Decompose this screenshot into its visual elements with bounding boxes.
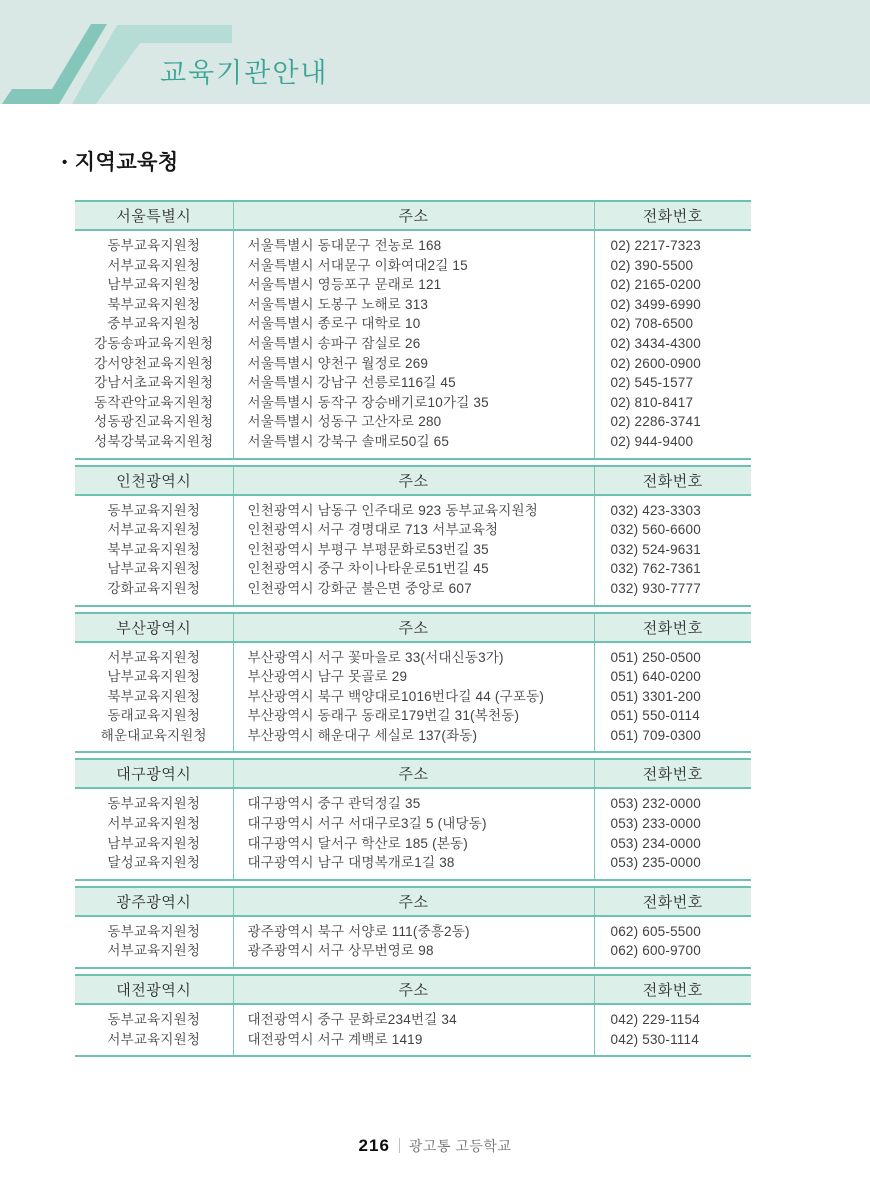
address-cell: 대구광역시 서구 서대구로3길 5 (내당동) bbox=[233, 814, 594, 834]
table-row bbox=[75, 295, 751, 315]
office-cell: 강서양천교육지원청 bbox=[94, 355, 214, 371]
address-cell: 대구광역시 달서구 학산로 185 (본동) bbox=[233, 834, 594, 854]
region-header-cell: 대전광역시 bbox=[75, 975, 233, 1004]
address-cell: 서울특별시 도봉구 노해로 313 bbox=[233, 295, 594, 315]
phone-header-cell: 전화번호 bbox=[594, 613, 751, 642]
phone-header-cell: 전화번호 bbox=[594, 759, 751, 788]
office-cell: 달성교육지원청 bbox=[107, 855, 201, 871]
table-row bbox=[75, 834, 751, 854]
office-cell: 동부교육지원청 bbox=[107, 502, 201, 518]
phone-header-cell: 전화번호 bbox=[594, 887, 751, 916]
address-cell: 대전광역시 중구 문화로234번길 34 bbox=[233, 1004, 594, 1030]
address-cell: 서울특별시 서대문구 이화여대2길 15 bbox=[233, 256, 594, 276]
phone-cell: 051) 550-0114 bbox=[594, 706, 751, 726]
address-header-cell: 주소 bbox=[233, 201, 594, 230]
table-row bbox=[75, 579, 751, 606]
address-header-cell: 주소 bbox=[233, 613, 594, 642]
office-cell: 북부교육지원청 bbox=[107, 541, 201, 557]
table-row bbox=[75, 559, 751, 579]
phone-cell: 02) 3499-6990 bbox=[594, 295, 751, 315]
office-cell: 성북강북교육지원청 bbox=[94, 433, 214, 449]
region-table bbox=[75, 465, 751, 607]
table-row bbox=[75, 916, 751, 942]
table-row bbox=[75, 230, 751, 256]
table-row bbox=[75, 1004, 751, 1030]
office-cell: 동부교육지원청 bbox=[107, 923, 201, 939]
address-cell: 부산광역시 서구 꽃마을로 33(서대신동3가) bbox=[233, 642, 594, 668]
table-row bbox=[75, 814, 751, 834]
page-number: 216 bbox=[358, 1136, 390, 1155]
phone-cell: 053) 235-0000 bbox=[594, 853, 751, 880]
address-header-cell: 주소 bbox=[233, 759, 594, 788]
address-cell: 대구광역시 남구 대명복개로1길 38 bbox=[233, 853, 594, 880]
office-cell: 동부교육지원청 bbox=[107, 1012, 201, 1028]
office-cell: 해운대교육지원청 bbox=[100, 727, 207, 743]
region-table bbox=[75, 612, 751, 754]
phone-header-cell: 전화번호 bbox=[594, 201, 751, 230]
office-cell: 서부교육지원청 bbox=[107, 816, 201, 832]
bullet-icon: • bbox=[62, 154, 68, 171]
office-cell: 북부교육지원청 bbox=[107, 688, 201, 704]
phone-cell: 042) 530-1114 bbox=[594, 1030, 751, 1057]
office-cell: 남부교육지원청 bbox=[107, 277, 201, 293]
table-row bbox=[75, 495, 751, 521]
table-row bbox=[75, 354, 751, 374]
address-cell: 서울특별시 동작구 장승배기로10가길 35 bbox=[233, 393, 594, 413]
region-table bbox=[75, 974, 751, 1057]
table-row bbox=[75, 256, 751, 276]
office-cell: 동부교육지원청 bbox=[107, 238, 201, 253]
phone-cell: 051) 250-0500 bbox=[594, 642, 751, 668]
address-cell: 대전광역시 서구 계백로 1419 bbox=[233, 1030, 594, 1057]
office-cell: 서부교육지원청 bbox=[107, 522, 201, 538]
address-cell: 인천광역시 강화군 불은면 중앙로 607 bbox=[233, 579, 594, 606]
table-row bbox=[75, 540, 751, 560]
address-cell: 서울특별시 동대문구 전농로 168 bbox=[233, 230, 594, 256]
phone-cell: 02) 2600-0900 bbox=[594, 354, 751, 374]
phone-cell: 02) 2286-3741 bbox=[594, 412, 751, 432]
office-cell: 성동광진교육지원청 bbox=[94, 414, 214, 430]
address-cell: 서울특별시 양천구 월정로 269 bbox=[233, 354, 594, 374]
address-cell: 대구광역시 중구 관덕정길 35 bbox=[233, 788, 594, 814]
address-cell: 서울특별시 영등포구 문래로 121 bbox=[233, 275, 594, 295]
phone-cell: 02) 545-1577 bbox=[594, 373, 751, 393]
region-table bbox=[75, 886, 751, 969]
address-header-cell: 주소 bbox=[233, 466, 594, 495]
address-cell: 서울특별시 송파구 잠실로 26 bbox=[233, 334, 594, 354]
phone-cell: 02) 708-6500 bbox=[594, 314, 751, 334]
phone-cell: 02) 2217-7323 bbox=[594, 230, 751, 256]
office-cell: 남부교육지원청 bbox=[107, 669, 201, 685]
table-row bbox=[75, 726, 751, 753]
address-cell: 인천광역시 남동구 인주대로 923 동부교육지원청 bbox=[233, 495, 594, 521]
office-cell: 동래교육지원청 bbox=[107, 708, 201, 724]
table-row bbox=[75, 667, 751, 687]
phone-cell: 032) 762-7361 bbox=[594, 559, 751, 579]
region-header-cell: 광주광역시 bbox=[75, 887, 233, 916]
office-cell: 강남서초교육지원청 bbox=[94, 375, 214, 391]
table-row bbox=[75, 412, 751, 432]
address-cell: 부산광역시 남구 못골로 29 bbox=[233, 667, 594, 687]
office-cell: 서부교육지원청 bbox=[107, 943, 201, 959]
address-cell: 서울특별시 강남구 선릉로116길 45 bbox=[233, 373, 594, 393]
phone-cell: 02) 944-9400 bbox=[594, 432, 751, 459]
table-row bbox=[75, 642, 751, 668]
office-cell: 강동송파교육지원청 bbox=[94, 335, 214, 351]
phone-cell: 032) 423-3303 bbox=[594, 495, 751, 521]
region-header-cell: 부산광역시 bbox=[75, 613, 233, 642]
table-row bbox=[75, 334, 751, 354]
page-header-band bbox=[0, 0, 870, 104]
table-row bbox=[75, 520, 751, 540]
phone-header-cell: 전화번호 bbox=[594, 466, 751, 495]
phone-cell: 053) 233-0000 bbox=[594, 814, 751, 834]
table-header-row bbox=[75, 975, 751, 1004]
phone-cell: 051) 3301-200 bbox=[594, 687, 751, 707]
address-cell: 인천광역시 중구 차이나타운로51번길 45 bbox=[233, 559, 594, 579]
table-row bbox=[75, 373, 751, 393]
table-row bbox=[75, 1030, 751, 1057]
office-cell: 남부교육지원청 bbox=[107, 561, 201, 577]
phone-cell: 051) 709-0300 bbox=[594, 726, 751, 753]
address-cell: 광주광역시 서구 상무번영로 98 bbox=[233, 941, 594, 968]
phone-cell: 032) 560-6600 bbox=[594, 520, 751, 540]
office-cell: 북부교육지원청 bbox=[107, 296, 201, 312]
address-cell: 부산광역시 해운대구 세실로 137(좌동) bbox=[233, 726, 594, 753]
office-cell: 중부교육지원청 bbox=[107, 316, 201, 332]
phone-cell: 02) 390-5500 bbox=[594, 256, 751, 276]
office-cell: 강화교육지원청 bbox=[107, 580, 201, 596]
footer-divider bbox=[399, 1138, 400, 1153]
regional-tables bbox=[75, 200, 751, 1057]
region-table bbox=[75, 758, 751, 880]
office-cell: 동작관악교육지원청 bbox=[94, 394, 214, 410]
section-heading-label: 지역교육청 bbox=[74, 151, 179, 174]
table-row bbox=[75, 275, 751, 295]
office-cell: 서부교육지원청 bbox=[107, 257, 201, 273]
phone-cell: 053) 232-0000 bbox=[594, 788, 751, 814]
address-cell: 인천광역시 서구 경명대로 713 서부교육청 bbox=[233, 520, 594, 540]
region-header-cell: 인천광역시 bbox=[75, 466, 233, 495]
book-title: 광고통 고등학교 bbox=[408, 1138, 512, 1154]
region-header-cell: 서울특별시 bbox=[75, 201, 233, 230]
address-header-cell: 주소 bbox=[233, 887, 594, 916]
page-footer bbox=[0, 1136, 870, 1156]
table-row bbox=[75, 788, 751, 814]
table-header-row bbox=[75, 759, 751, 788]
phone-cell: 032) 524-9631 bbox=[594, 540, 751, 560]
table-header-row bbox=[75, 466, 751, 495]
table-row bbox=[75, 314, 751, 334]
header-stripes-decoration bbox=[0, 0, 870, 104]
address-cell: 인천광역시 부평구 부평문화로53번길 35 bbox=[233, 540, 594, 560]
page-title: 교육기관안내 bbox=[160, 58, 329, 88]
table-row bbox=[75, 393, 751, 413]
table-header-row bbox=[75, 613, 751, 642]
phone-header-cell: 전화번호 bbox=[594, 975, 751, 1004]
table-row bbox=[75, 941, 751, 968]
table-row bbox=[75, 687, 751, 707]
address-cell: 서울특별시 종로구 대학로 10 bbox=[233, 314, 594, 334]
table-row bbox=[75, 432, 751, 459]
office-cell: 남부교육지원청 bbox=[107, 835, 201, 851]
table-header-row bbox=[75, 887, 751, 916]
region-table bbox=[75, 200, 751, 460]
phone-cell: 02) 3434-4300 bbox=[594, 334, 751, 354]
table-header-row bbox=[75, 201, 751, 230]
phone-cell: 062) 605-5500 bbox=[594, 916, 751, 942]
phone-cell: 02) 2165-0200 bbox=[594, 275, 751, 295]
section-heading bbox=[62, 146, 870, 176]
phone-cell: 051) 640-0200 bbox=[594, 667, 751, 687]
address-header-cell: 주소 bbox=[233, 975, 594, 1004]
table-row bbox=[75, 853, 751, 880]
region-header-cell: 대구광역시 bbox=[75, 759, 233, 788]
phone-cell: 032) 930-7777 bbox=[594, 579, 751, 606]
address-cell: 부산광역시 동래구 동래로179번길 31(복천동) bbox=[233, 706, 594, 726]
office-cell: 서부교육지원청 bbox=[107, 649, 201, 665]
phone-cell: 02) 810-8417 bbox=[594, 393, 751, 413]
office-cell: 서부교육지원청 bbox=[107, 1031, 201, 1047]
table-row bbox=[75, 706, 751, 726]
address-cell: 서울특별시 강북구 솔매로50길 65 bbox=[233, 432, 594, 459]
address-cell: 부산광역시 북구 백양대로1016번다길 44 (구포동) bbox=[233, 687, 594, 707]
phone-cell: 042) 229-1154 bbox=[594, 1004, 751, 1030]
address-cell: 광주광역시 북구 서양로 111(중흥2동) bbox=[233, 916, 594, 942]
address-cell: 서울특별시 성동구 고산자로 280 bbox=[233, 412, 594, 432]
office-cell: 동부교육지원청 bbox=[107, 796, 201, 812]
phone-cell: 062) 600-9700 bbox=[594, 941, 751, 968]
phone-cell: 053) 234-0000 bbox=[594, 834, 751, 854]
